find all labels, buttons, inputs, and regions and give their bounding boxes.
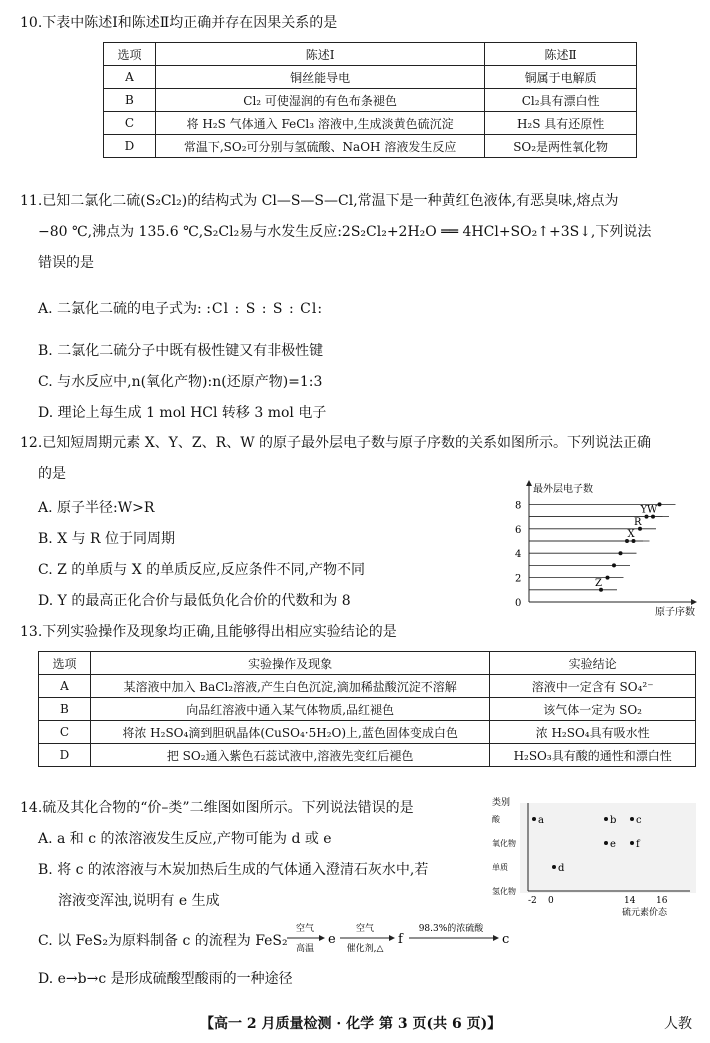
q14-option-c-prefix: C. 以 FeS₂为原料制备 c 的流程为 FeS₂ (38, 933, 288, 949)
data-point (658, 502, 662, 506)
table-row-cell-0: B (39, 698, 91, 721)
q12-option-a: A. 原子半径:W>R (38, 500, 155, 516)
table-header-row-cell-1: 实验操作及现象 (90, 652, 489, 675)
q14-option-d: D. e→b→c 是形成硫酸型酸雨的一种途径 (38, 971, 293, 987)
q14-option-b-line2: 溶液变浑浊,说明有 e 生成 (58, 893, 220, 909)
table-row-cell-2: Cl₂具有漂白性 (485, 89, 637, 112)
table-row (39, 744, 696, 767)
y-axis-label: 类别 (492, 798, 511, 808)
table-header-row-cell-0: 选项 (39, 652, 91, 675)
y-axis-label: 最外层电子数 (533, 484, 593, 495)
table-row-cell-1: 向品红溶液中通入某气体物质,品红褪色 (90, 698, 489, 721)
q14-stem: 14.硫及其化合物的“价–类”二维图如图所示。下列说法错误的是 (20, 800, 414, 816)
flow-arrow-2-top: 空气 (355, 924, 375, 934)
table-row-cell-1: 常温下,SO₂可分别与氢硫酸、NaOH 溶液发生反应 (155, 135, 484, 158)
point-label: R (634, 516, 642, 528)
table-row-cell-1: Cl₂ 可使湿润的有色布条褪色 (155, 89, 484, 112)
point-label: d (558, 863, 565, 874)
electron-chart (505, 478, 705, 618)
q11-line1: 11.已知二氯化二硫(S₂Cl₂)的结构式为 Cl—S—S—Cl,常温下是一种黄红色液体,有恶臭味,熔点为 (20, 193, 619, 209)
q11-option-c: C. 与水反应中,n(氧化产物):n(还原产物)=1:3 (38, 374, 323, 390)
q12-option-d: D. Y 的最高正化合价与最低负化合价的代数和为 8 (38, 593, 351, 609)
valence-category-chart (490, 795, 700, 925)
electron-formula: :Cl : S : S : Cl: (206, 301, 324, 317)
table-header-row-cell-2: 实验结论 (490, 652, 696, 675)
table-header-row-cell-2: 陈述Ⅱ (485, 43, 637, 66)
category-label: 酸 (492, 815, 500, 824)
data-point (619, 551, 623, 555)
q11-option-d: D. 理论上每生成 1 mol HCl 转移 3 mol 电子 (38, 405, 327, 421)
data-point (630, 841, 634, 845)
y-tick-label: 4 (515, 549, 522, 561)
table-header-row-cell-0: 选项 (104, 43, 156, 66)
data-point (630, 817, 634, 821)
y-tick-label: 8 (515, 500, 522, 512)
table-row-cell-0: D (104, 135, 156, 158)
x-tick-label: 0 (548, 896, 554, 906)
table-row-cell-1: 将浓 H₂SO₄滴到胆矾晶体(CuSO₄·5H₂O)上,蓝色固体变成白色 (90, 721, 489, 744)
footer-right: 人教 (664, 1016, 692, 1032)
y-axis-arrow (526, 480, 532, 486)
table-header-row (39, 652, 696, 675)
data-point (532, 817, 536, 821)
x-axis-label: 硫元素价态 (622, 908, 668, 918)
chart-background (520, 803, 696, 893)
q11-line3: 错误的是 (38, 255, 94, 271)
q11-option-a-text: A. 二氯化二硫的电子式为: (38, 301, 202, 317)
q14-option-a: A. a 和 c 的浓溶液发生反应,产物可能为 d 或 e (38, 831, 332, 847)
q11-option-b: B. 二氯化二硫分子中既有极性键又有非极性键 (38, 343, 324, 359)
table-row-cell-2: 浓 H₂SO₄具有吸水性 (490, 721, 696, 744)
x-axis-arrow (691, 599, 697, 605)
footer-center: 【高一 2 月质量检测 · 化学 第 3 页(共 6 页)】 (200, 1016, 502, 1032)
flow-node-e: e (328, 932, 336, 947)
category-label: 氢化物 (492, 887, 516, 896)
flow-arrow-2-bottom: 催化剂,△ (346, 944, 384, 954)
point-label: c (636, 815, 642, 826)
point-label: a (538, 815, 544, 826)
arrow-head-2 (389, 935, 395, 941)
table-row (104, 89, 637, 112)
arrow-head-3 (493, 935, 499, 941)
data-point (612, 563, 616, 567)
data-point (604, 841, 608, 845)
table-row (104, 66, 637, 89)
q11-line2: −80 ℃,沸点为 135.6 ℃,S₂Cl₂易与水发生反应:2S₂Cl₂+2H₂O ══ 4HCl+SO₂↑+3S↓,下列说法 (38, 224, 652, 240)
x-tick-label: 14 (624, 896, 636, 906)
q13-stem: 13.下列实验操作及现象均正确,且能够得出相应实验结论的是 (20, 624, 397, 640)
table-row (39, 721, 696, 744)
process-flow (285, 918, 525, 958)
point-label: X (627, 529, 635, 540)
category-label: 单质 (492, 863, 508, 872)
q10-stem: 10.下表中陈述Ⅰ和陈述Ⅱ均正确并存在因果关系的是 (20, 15, 338, 31)
table-row-cell-0: A (39, 675, 91, 698)
x-tick-label: -2 (528, 896, 537, 906)
q14-option-b-line1: B. 将 c 的浓溶液与木炭加热后生成的气体通入澄清石灰水中,若 (38, 862, 429, 878)
q13-table (38, 651, 696, 767)
table-row-cell-1: 将 H₂S 气体通入 FeCl₃ 溶液中,生成淡黄色硫沉淀 (155, 112, 484, 135)
point-label: W (647, 504, 658, 516)
point-label: Y (640, 504, 648, 516)
q12-option-b: B. X 与 R 位于同周期 (38, 531, 176, 547)
table-row-cell-2: H₂SO₃具有酸的通性和漂白性 (490, 744, 696, 767)
table-row-cell-2: 该气体一定为 SO₂ (490, 698, 696, 721)
y-tick-label: 0 (515, 598, 522, 609)
table-row-cell-2: 溶液中一定含有 SO₄²⁻ (490, 675, 696, 698)
table-row (39, 675, 696, 698)
flow-arrow-1-bottom: 高温 (295, 944, 315, 954)
q11-option-a (38, 298, 323, 318)
y-tick-label: 2 (515, 573, 522, 585)
table-row (39, 698, 696, 721)
data-point (606, 576, 610, 580)
table-row-cell-0: B (104, 89, 156, 112)
data-point (604, 817, 608, 821)
q12-option-c: C. Z 的单质与 X 的单质反应,反应条件不同,产物不同 (38, 562, 366, 578)
x-axis-label: 原子序数 (655, 607, 695, 618)
flow-node-f: f (398, 932, 403, 947)
q12-line1: 12.已知短周期元素 X、Y、Z、R、W 的原子最外层电子数与原子序数的关系如图所示。下列说法正确 (20, 435, 652, 451)
table-header-row (104, 43, 637, 66)
table-row-cell-2: H₂S 具有还原性 (485, 112, 637, 135)
table-row (104, 135, 637, 158)
arrow-head-1 (319, 935, 325, 941)
table-row-cell-2: 铜属于电解质 (485, 66, 637, 89)
point-label: f (636, 839, 640, 850)
x-tick-label: 16 (656, 896, 668, 906)
table-row-cell-1: 铜丝能导电 (155, 66, 484, 89)
table-row-cell-0: C (39, 721, 91, 744)
table-row-cell-0: D (39, 744, 91, 767)
table-row-cell-1: 某溶液中加入 BaCl₂溶液,产生白色沉淀,滴加稀盐酸沉淀不溶解 (90, 675, 489, 698)
table-header-row-cell-1: 陈述Ⅰ (155, 43, 484, 66)
point-label: Z (595, 577, 602, 589)
flow-arrow-3-top: 98.3%的浓硫酸 (418, 924, 484, 934)
q12-line2: 的是 (38, 466, 66, 482)
table-row-cell-0: C (104, 112, 156, 135)
table-row-cell-1: 把 SO₂通入紫色石蕊试液中,溶液先变红后褪色 (90, 744, 489, 767)
q10-table (103, 42, 637, 158)
table-row (104, 112, 637, 135)
flow-node-c: c (502, 932, 510, 947)
flow-arrow-1-top: 空气 (295, 924, 315, 934)
table-row-cell-0: A (104, 66, 156, 89)
point-label: e (610, 839, 616, 850)
point-label: b (610, 815, 617, 826)
table-row-cell-2: SO₂是两性氧化物 (485, 135, 637, 158)
data-point (552, 865, 556, 869)
category-label: 氧化物 (492, 839, 516, 848)
y-tick-label: 6 (515, 524, 522, 536)
